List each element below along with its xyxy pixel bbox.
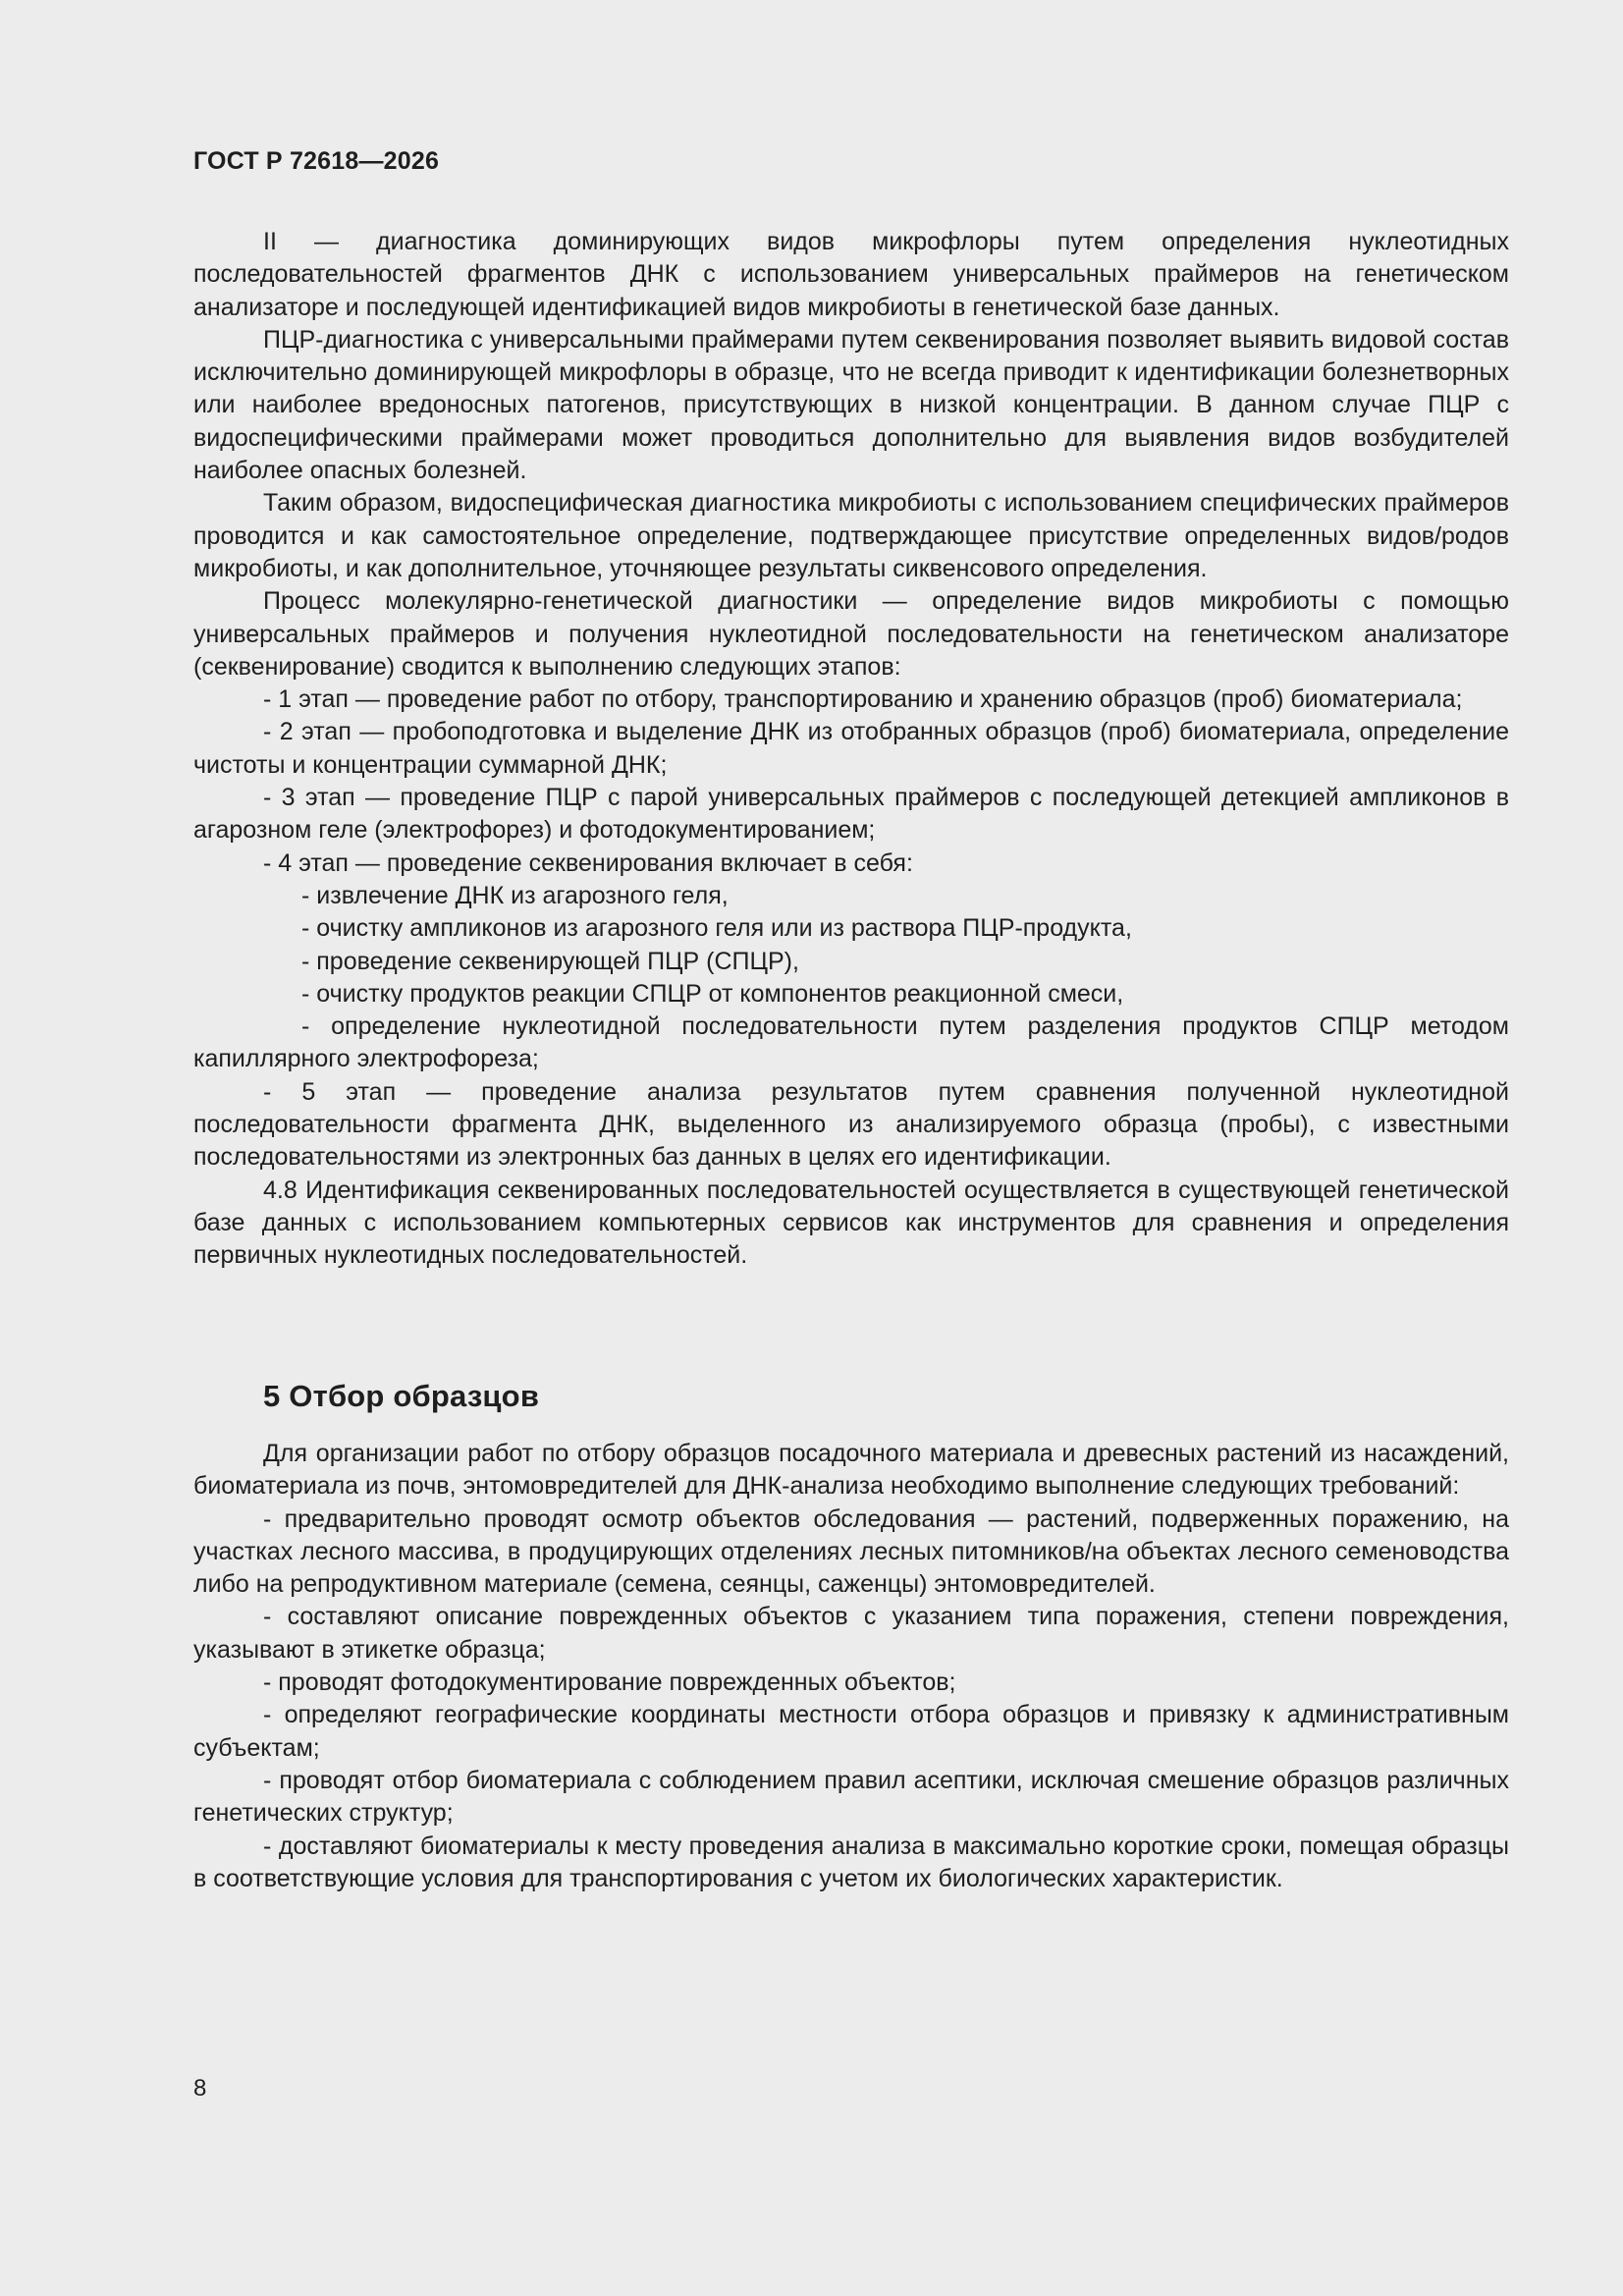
list-item-stage-1: - 1 этап — проведение работ по отбору, транспортированию и хранению образцов (проб) биоматериала; — [263, 685, 1463, 714]
list-item-stage-2: - 2 этап — пробоподготовка и выделение ДНК из отобранных образцов (проб) биоматериала, определение чистоты и концентрации суммарной ДНК; — [193, 718, 1509, 779]
list-item-requirement: - проводят отбор биоматериала с соблюдением правил асептики, исключая смешение образцов различных генетических структур; — [193, 1766, 1509, 1828]
page-number: 8 — [193, 2075, 207, 2102]
sub-list-item: - определение нуклеотидной последовательности путем разделения продуктов СПЦР методом капиллярного электрофореза; — [193, 1012, 1509, 1073]
paragraph-method-ii: II — диагностика доминирующих видов микрофлоры путем определения нуклеотидных последовательностей фрагментов ДНК с использованием универсальных праймеров на генетическом анализаторе и последующей идентификацией видов микробиоты в генетической базе данных. — [193, 228, 1509, 321]
paragraph-species-specific: Таким образом, видоспецифическая диагностика микробиоты с использованием специфических праймеров проводится и как самостоятельное определение, подтверждающее присутствие определенных видов/родов микробиоты, и как дополнительное, уточняющее результаты сиквенсового определения. — [193, 489, 1509, 582]
list-item-requirement: - предварительно проводят осмотр объектов обследования — растений, подверженных поражению, на участках лесного массива, в продуцирующих отделениях лесных питомников/на объектах лесного семеноводства либо на репродуктивном материале (семена, сеянцы, саженцы) энтомовредителей. — [193, 1504, 1509, 1599]
list-item-stage-3: - 3 этап — проведение ПЦР с парой универсальных праймеров с последующей детекцией ампликонов в агарозном геле (электрофорез) и фотодокументированием; — [193, 784, 1509, 845]
paragraph-sampling-intro: Для организации работ по отбору образцов посадочного материала и древесных растений из насаждений, биоматериала из почв, энтомовредителей для ДНК-анализа необходимо выполнение следующих требований: — [193, 1440, 1509, 1501]
paragraph-process-stages: Процесс молекулярно-генетической диагностики — определение видов микробиоты с помощью универсальных праймеров и получения нуклеотидной последовательности на генетическом анализаторе (секвенирование) сводится к выполнению следующих этапов: — [193, 587, 1509, 681]
sub-list-item: - очистку ампликонов из агарозного геля или из раствора ПЦР-продукта, — [301, 914, 1132, 943]
paragraph-4-8: 4.8 Идентификация секвенированных последовательностей осуществляется в существующей генетической базе данных с использованием компьютерных сервисов как инструментов для сравнения и определения первичных нуклеотидных последовательностей. — [193, 1175, 1509, 1270]
list-item-requirement: - определяют географические координаты местности отбора образцов и привязку к административным субъектам; — [193, 1701, 1509, 1762]
sub-list-item: - извлечение ДНК из агарозного геля, — [301, 881, 729, 909]
sub-list-item: - очистку продуктов реакции СПЦР от компонентов реакционной смеси, — [301, 979, 1124, 1008]
list-item-requirement: - проводят фотодокументирование поврежденных объектов; — [263, 1668, 956, 1697]
section-4-continuation — [193, 226, 1509, 1273]
list-item-stage-4: - 4 этап — проведение секвенирования включает в себя: — [263, 848, 913, 877]
list-item-requirement: - доставляют биоматериалы к месту проведения анализа в максимально короткие сроки, помещая образцы в соответствующие условия для транспортирования с учетом их биологических характеристик. — [193, 1831, 1509, 1892]
list-item-requirement: - составляют описание поврежденных объектов с указанием типа поражения, степени повреждения, указывают в этикетке образца; — [193, 1603, 1509, 1664]
section-5-heading: 5 Отбор образцов — [263, 1379, 540, 1413]
paragraph-universal-primers: ПЦР-диагностика с универсальными праймерами путем секвенирования позволяет выявить видовой состав исключительно доминирующей микрофлоры в образце, что не всегда приводит к идентификации болезнетворных или наиболее вредоносных патогенов, присутствующих в низкой концентрации. В данном случае ПЦР с видоспецифическими праймерами может проводиться дополнительно для выявления видов возбудителей наиболее опасных болезней. — [193, 325, 1509, 485]
section-5-body — [193, 1438, 1509, 1895]
document-code-header: ГОСТ Р 72618—2026 — [193, 147, 440, 175]
sub-list-item: - проведение секвенирующей ПЦР (СПЦР), — [301, 947, 799, 975]
list-item-stage-5: - 5 этап — проведение анализа результатов путем сравнения полученной нуклеотидной последовательности фрагмента ДНК, выделенного из анализируемого образца (пробы), с известными последовательностями из электронных баз данных в целях его идентификации. — [193, 1077, 1509, 1172]
